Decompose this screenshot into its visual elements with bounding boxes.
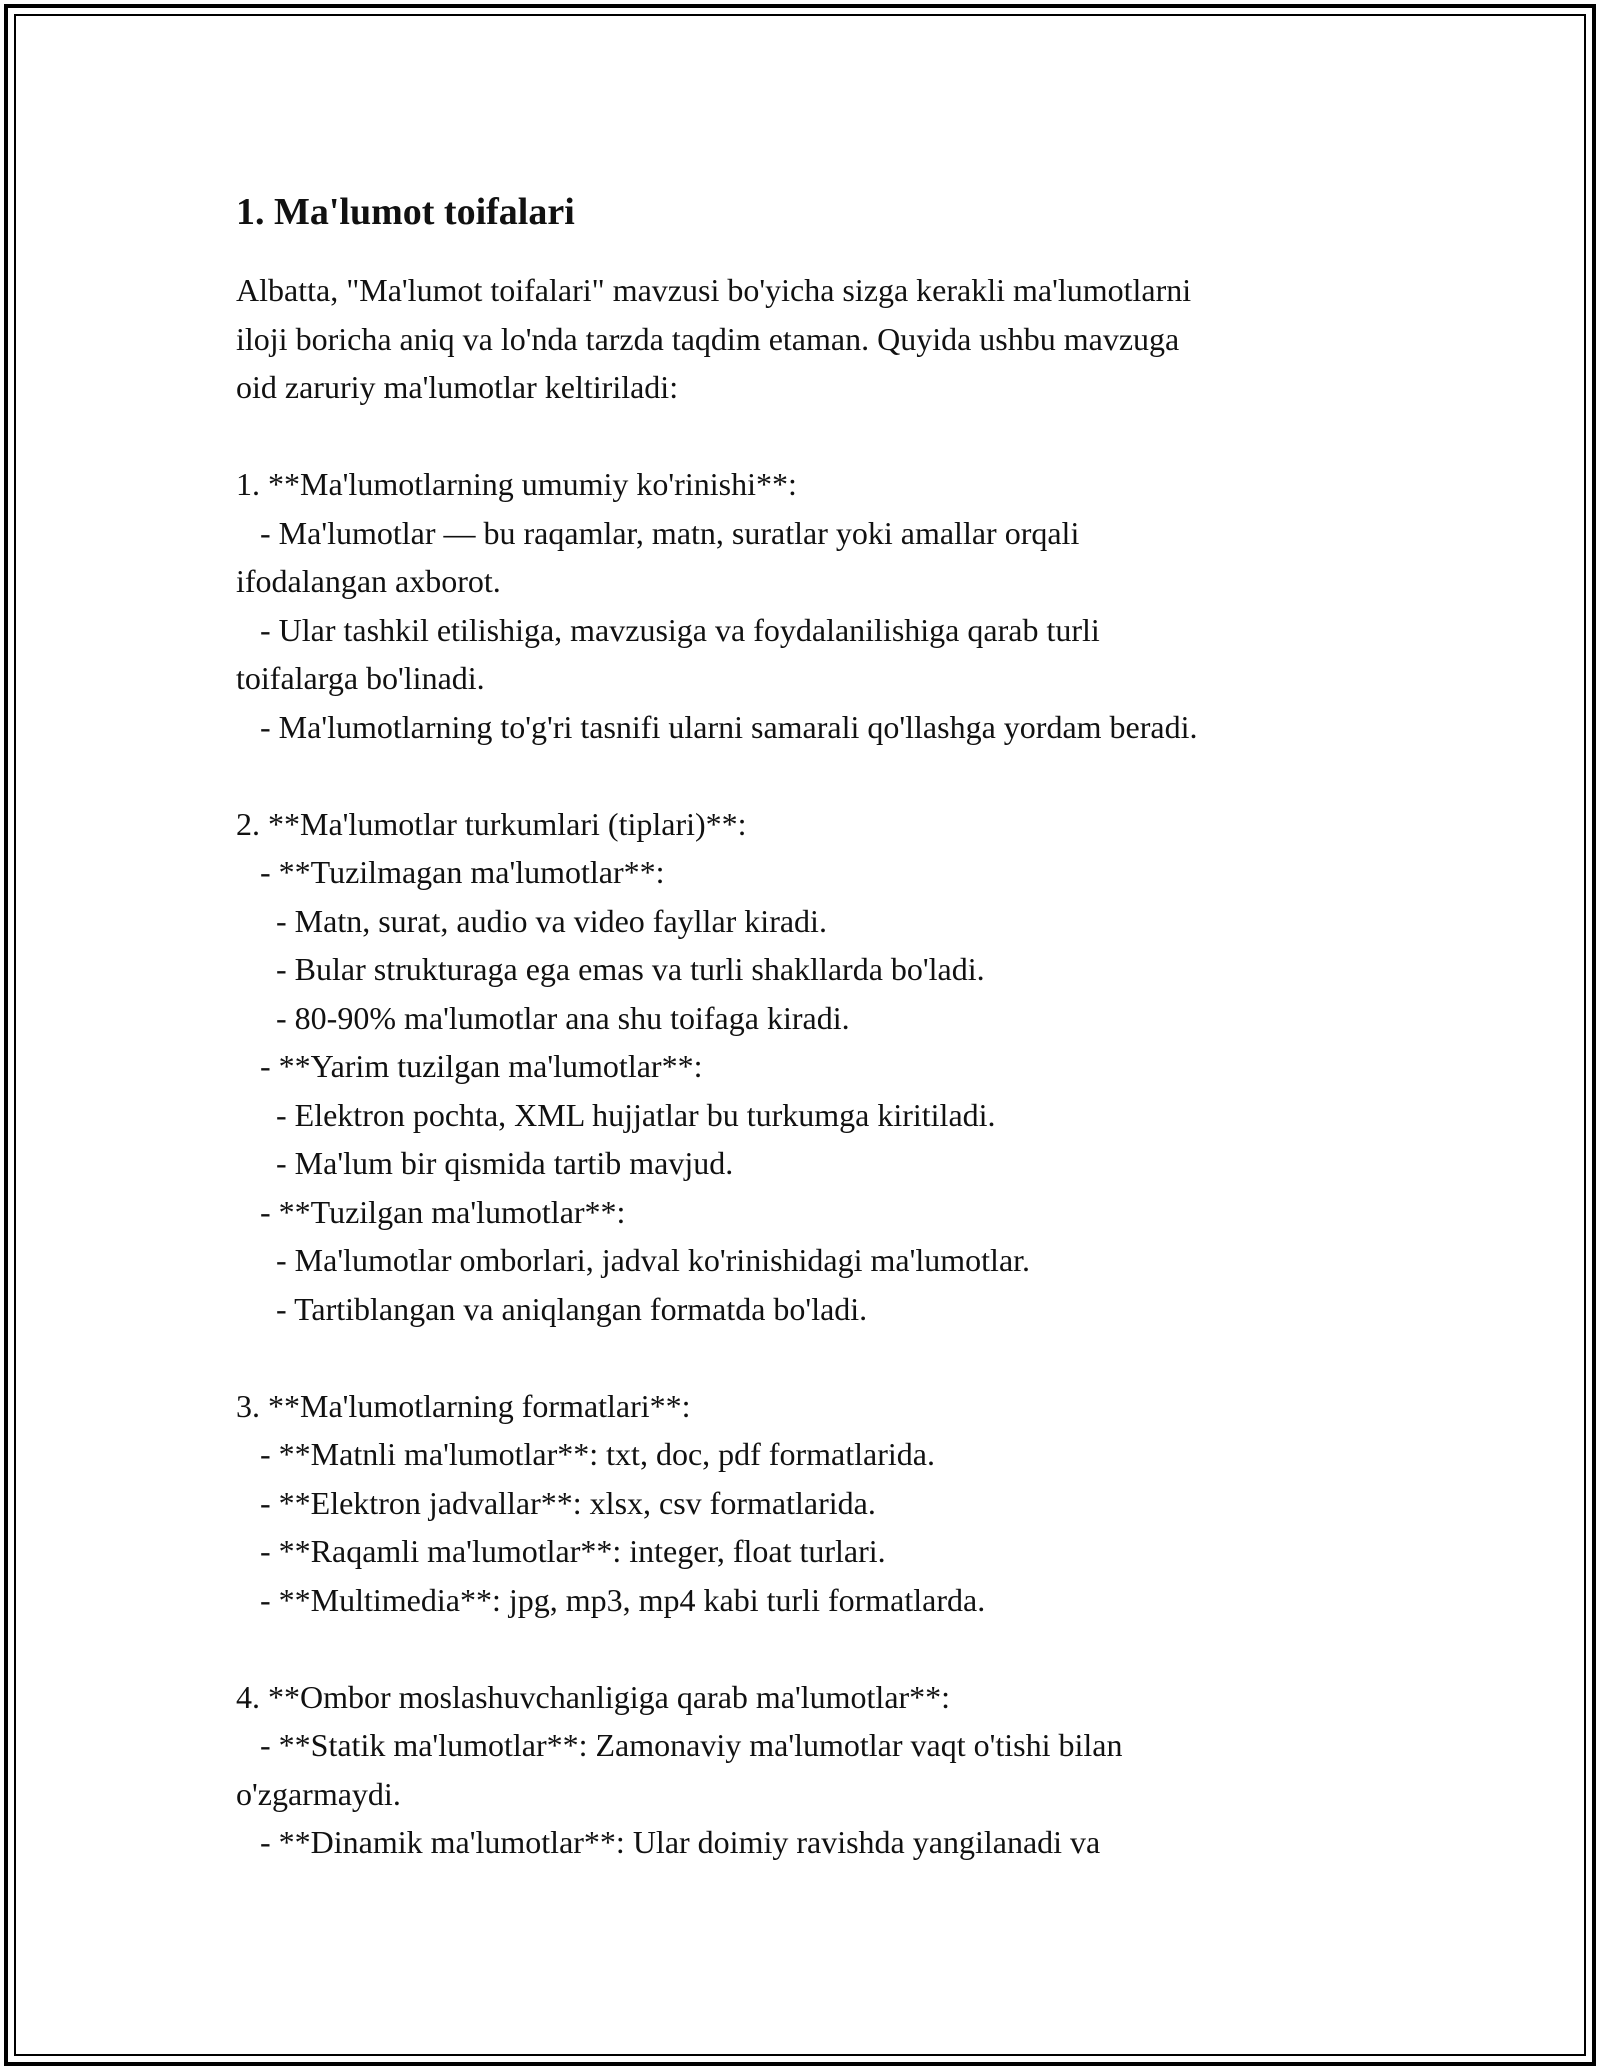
text-line: Albatta, "Ma'lumot toifalari" mavzusi bo'yicha sizga kerakli ma'lumotlarni [236, 272, 1192, 308]
text-line: - **Multimedia**: jpg, mp3, mp4 kabi turli formatlarda. [236, 1581, 986, 1618]
text-line: 4. **Ombor moslashuvchanligiga qarab ma'lumotlar**: [236, 1678, 951, 1715]
document-text [236, 266, 1376, 1867]
text-line: - **Tuzilmagan ma'lumotlar**: [236, 854, 665, 890]
text-line: - **Dinamik ma'lumotlar**: Ular doimiy ravishda yangilanadi va [236, 1824, 1101, 1860]
text-line: - Ma'lumotlar — bu raqamlar, matn, suratlar yoki amallar orqali [236, 514, 1080, 551]
blank-line [236, 412, 1376, 461]
text-line: - Ma'lumotlar omborlari, jadval ko'rinishidagi ma'lumotlar. [236, 1242, 1031, 1278]
text-line: toifalarga bo'linadi. [236, 660, 485, 696]
text-line: 3. **Ma'lumotlarning formatlari**: [236, 1387, 691, 1424]
text-line: - **Statik ma'lumotlar**: Zamonaviy ma'lumotlar vaqt o'tishi bilan [236, 1727, 1123, 1763]
text-line: - **Matnli ma'lumotlar**: txt, doc, pdf formatlarida. [236, 1436, 935, 1472]
text-line: 2. **Ma'lumotlar turkumlari (tiplari)**: [236, 805, 747, 842]
text-line: - **Tuzilgan ma'lumotlar**: [236, 1193, 626, 1230]
text-line: - **Elektron jadvallar**: xlsx, csv formatlarida. [236, 1484, 876, 1521]
text-line: - Bular strukturaga ega emas va turli shakllarda bo'ladi. [236, 951, 985, 987]
text-line: ifodalangan axborot. [236, 563, 501, 599]
text-line: - Elektron pochta, XML hujjatlar bu turkumga kiritiladi. [236, 1096, 996, 1133]
document-body [236, 186, 1376, 1867]
blank-line [236, 1624, 1376, 1673]
text-line: 1. **Ma'lumotlarning umumiy ko'rinishi**: [236, 466, 797, 502]
text-line: - Ma'lum bir qismida tartib mavjud. [236, 1145, 734, 1181]
text-line: - Ular tashkil etilishiga, mavzusiga va foydalanilishiga qarab turli [236, 611, 1100, 648]
blank-line [236, 751, 1376, 800]
text-line: - Ma'lumotlarning to'g'ri tasnifi ularni samarali qo'llashga yordam beradi. [236, 708, 1198, 745]
text-line: - Tartiblangan va aniqlangan formatda bo'ladi. [236, 1290, 868, 1327]
document-title: 1. Ma'lumot toifalari [236, 191, 575, 233]
text-line: o'zgarmaydi. [236, 1775, 401, 1812]
text-line: - 80-90% ma'lumotlar ana shu toifaga kiradi. [236, 999, 850, 1036]
text-line: oid zaruriy ma'lumotlar keltiriladi: [236, 369, 679, 405]
text-line: - **Raqamli ma'lumotlar**: integer, float turlari. [236, 1533, 886, 1569]
blank-line [236, 1333, 1376, 1382]
text-line: - **Yarim tuzilgan ma'lumotlar**: [236, 1048, 703, 1084]
text-line: iloji boricha aniq va lo'nda tarzda taqdim etaman. Quyida ushbu mavzuga [236, 320, 1180, 357]
text-line: - Matn, surat, audio va video fayllar kiradi. [236, 902, 827, 939]
